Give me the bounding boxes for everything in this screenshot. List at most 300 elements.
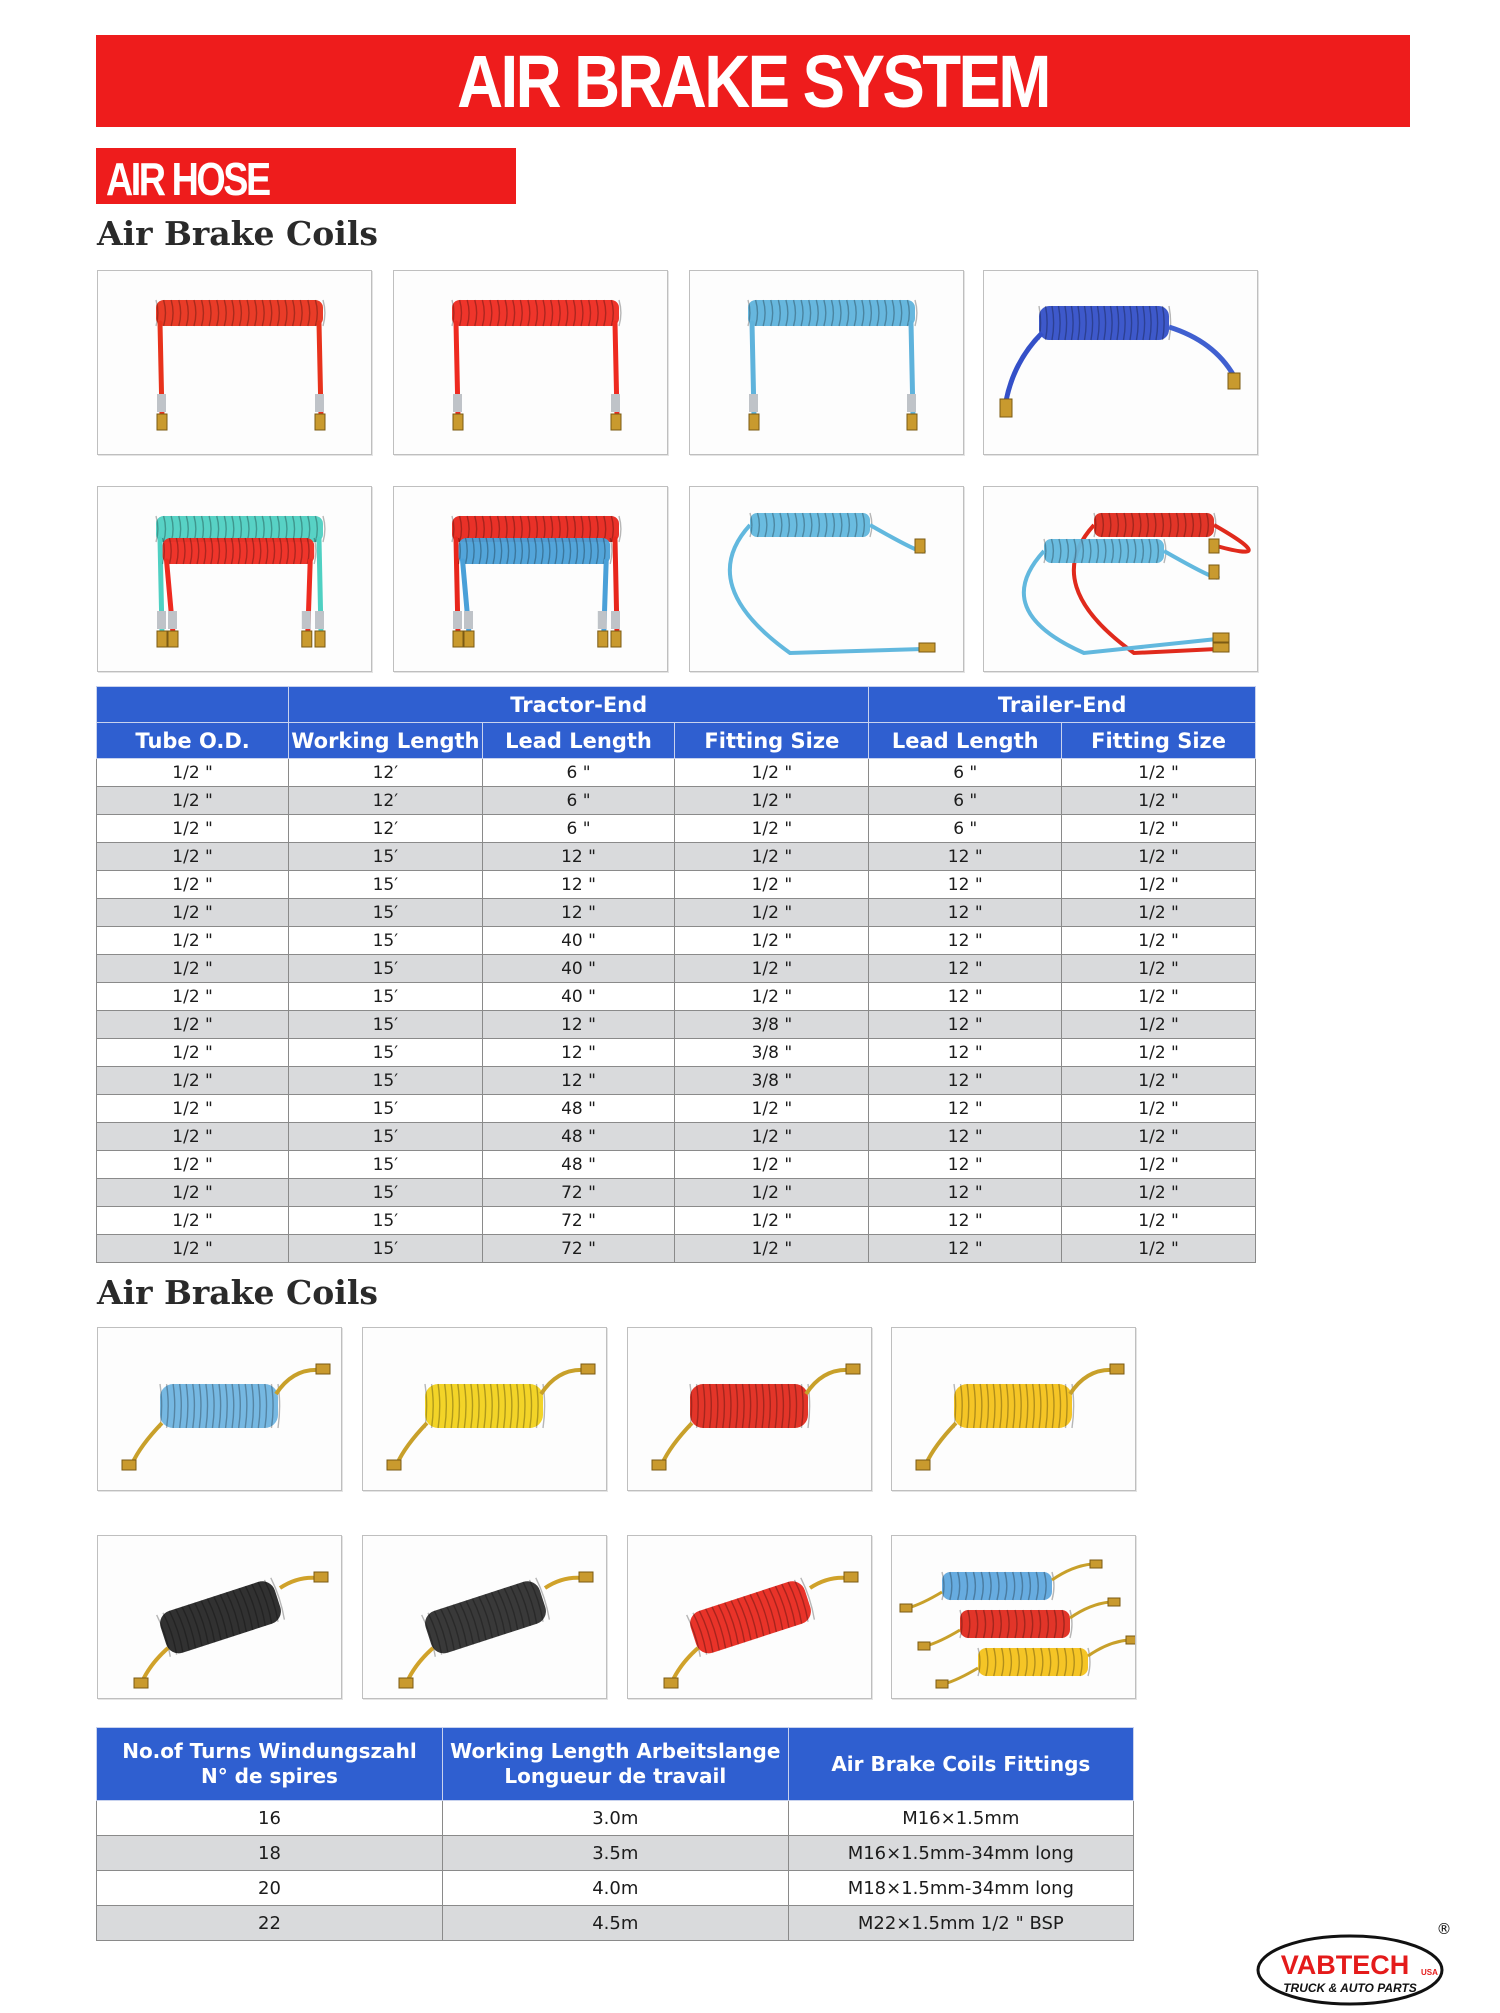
table-cell: 15′ [289,983,482,1011]
product-photo-13 [97,1535,342,1699]
column-header [97,1728,443,1801]
column-header: Fitting Size [675,723,869,759]
brass-fitting [1090,1560,1102,1568]
table-row [97,1801,1134,1836]
table-cell: 3.0m [442,1801,788,1836]
table-cell: 1/2 " [675,871,869,899]
hose-sleeve [453,611,462,629]
hose-lead [810,1578,848,1588]
table-cell: 1/2 " [1062,1095,1256,1123]
hose-sleeve [157,611,166,629]
brass-fitting [122,1460,136,1470]
hose-lead [662,1423,692,1464]
column-header: Lead Length [869,723,1062,759]
table-cell: 1/2 " [675,843,869,871]
coil-turn [610,538,612,564]
table-cell: 15′ [289,1151,482,1179]
column-header: Tube O.D. [97,723,289,759]
product-photo-12 [891,1327,1136,1491]
table-cell: 15′ [289,955,482,983]
table-cell: 12 " [869,1179,1062,1207]
coil-turn [1169,306,1171,340]
table-cell: 12 " [869,955,1062,983]
brass-fitting [1126,1636,1135,1644]
yellow-coil-photo [363,1328,606,1490]
table-cell: 15′ [289,1207,482,1235]
table-cell: 6 " [869,815,1062,843]
table-cell: 12′ [289,815,482,843]
logo-suffix: USA [1421,1968,1438,1977]
hose-lead [1006,333,1042,401]
table-cell: 12 " [869,983,1062,1011]
table-cell: 72 " [482,1207,675,1235]
product-photo-6 [393,486,668,672]
brass-fitting [598,631,608,647]
table-cell: 1/2 " [675,1235,869,1263]
table-cell: 72 " [482,1179,675,1207]
table-cell: 1/2 " [1062,759,1256,787]
product-photo-8 [983,486,1258,672]
table-cell: 1/2 " [97,787,289,815]
table-cell: 15′ [289,1095,482,1123]
product-photo-7 [689,486,964,672]
product-photo-11 [627,1327,872,1491]
hose-lead [908,1592,942,1608]
brass-fitting [652,1460,666,1470]
table-cell: 1/2 " [1062,1179,1256,1207]
coil-group [687,1577,816,1656]
table-cell: 1/2 " [97,1067,289,1095]
hose-lead [1088,1640,1128,1656]
table-cell: 6 " [482,815,675,843]
table-cell: 1/2 " [1062,1011,1256,1039]
table-cell: M16×1.5mm-34mm long [788,1836,1133,1871]
brass-fitting [916,1460,930,1470]
column-header: Lead Length [482,723,675,759]
table-cell: 15′ [289,1067,482,1095]
table-cell: 1/2 " [97,843,289,871]
brass-fitting [168,631,178,647]
table-cell: 1/2 " [675,759,869,787]
coil-turn [323,516,325,542]
brass-fitting [157,414,167,430]
section-title: Air Brake Coils [97,214,378,253]
brass-fitting [314,1572,328,1582]
coil-group [157,1577,286,1656]
group-header-trailer-end: Trailer-End [869,687,1256,723]
table-cell: 12 " [482,1067,675,1095]
table-cell: 1/2 " [675,787,869,815]
table-cell: 40 " [482,927,675,955]
table-cell: 1/2 " [1062,1123,1256,1151]
hose-lead [545,1578,583,1588]
hose-sleeve [749,394,758,412]
red-blue-coil-pair-photo [394,487,667,671]
product-photo-10 [362,1327,607,1491]
table-cell: 15′ [289,927,482,955]
table-cell: 1/2 " [675,899,869,927]
hose-lead [926,1423,956,1464]
table-cell: 12 " [869,871,1062,899]
table-cell: 1/2 " [1062,1067,1256,1095]
brass-fitting [919,643,935,652]
product-photo-4 [983,270,1258,455]
table-cell: 48 " [482,1151,675,1179]
product-photo-15 [627,1535,872,1699]
brass-fitting [1110,1364,1124,1374]
table-cell: 1/2 " [1062,983,1256,1011]
table-cell: 1/2 " [675,1095,869,1123]
coil-body [750,513,870,537]
hose-sleeve [598,611,607,629]
coil-fittings-table [96,1727,1134,1941]
coil-turn [619,300,621,326]
product-photo-1 [97,270,372,455]
table-cell: 15′ [289,843,482,871]
table-cell: 1/2 " [675,983,869,1011]
brass-fitting [1213,643,1229,652]
brass-fitting [1209,565,1219,579]
table-row [97,843,1256,871]
hose-lead [397,1423,427,1464]
blue-coil-photo [690,271,963,454]
registered-mark: ® [1436,1920,1452,1938]
brass-fitting [387,1460,401,1470]
coil-turn [323,300,325,326]
hose-lead [730,525,923,653]
hose-sleeve [315,611,324,629]
table-cell: 12′ [289,787,482,815]
brass-fitting [1213,633,1229,642]
yellow-coil-photo [892,1328,1135,1490]
table-cell: 12 " [869,1207,1062,1235]
table-cell: 48 " [482,1123,675,1151]
category-title: AIR HOSE [106,153,269,205]
table-row [97,899,1256,927]
table-cell: 1/2 " [1062,955,1256,983]
hose-lead [1070,1370,1114,1394]
table-cell: 12 " [869,1011,1062,1039]
coil-body [157,1578,285,1657]
brass-fitting [915,539,925,553]
column-header: Fitting Size [1062,723,1256,759]
column-header-line: Air Brake Coils Fittings [831,1751,1091,1776]
three-coils-photo [892,1536,1135,1698]
table-cell: M16×1.5mm [788,1801,1133,1836]
red-coil-photo [628,1536,871,1698]
brass-fitting [464,631,474,647]
table-cell: 1/2 " [97,1179,289,1207]
tractor-trailer-spec-table [96,686,1256,1263]
brass-fitting [579,1572,593,1582]
hose-lead [407,1648,433,1682]
table-row [97,1179,1256,1207]
table-cell: 72 " [482,1235,675,1263]
table-cell: 1/2 " [675,955,869,983]
brass-fitting [918,1642,930,1650]
table-cell: 12 " [482,843,675,871]
table-cell: 3/8 " [675,1067,869,1095]
hose-sleeve [315,394,324,412]
vabtech-logo [1254,1918,1454,2008]
hose-lead [280,1578,318,1588]
table-cell: 1/2 " [97,1095,289,1123]
table-cell: 1/2 " [675,815,869,843]
red-coil-photo [98,271,371,454]
brass-fitting [453,631,463,647]
table-cell: 1/2 " [97,1151,289,1179]
brass-fitting [399,1678,413,1688]
table-row [97,1123,1256,1151]
table-cell: 12 " [869,1067,1062,1095]
category-banner [96,148,516,204]
table-row [97,787,1256,815]
coil-turn [619,516,621,542]
logo-tagline: TRUCK & AUTO PARTS [1283,1981,1417,1995]
table-cell: 6 " [482,759,675,787]
column-header [788,1728,1133,1801]
table-cell: 1/2 " [1062,927,1256,955]
table-cell: 12′ [289,759,482,787]
brass-fitting [302,631,312,647]
brass-fitting [749,414,759,430]
table-cell: 40 " [482,955,675,983]
brass-fitting [1228,373,1240,389]
product-photo-16 [891,1535,1136,1699]
table-cell: 1/2 " [97,1207,289,1235]
table-cell: 1/2 " [675,1207,869,1235]
table-cell: 1/2 " [1062,1235,1256,1263]
product-photo-14 [362,1535,607,1699]
product-photo-3 [689,270,964,455]
table-cell: 1/2 " [675,1123,869,1151]
hose-sleeve [157,394,166,412]
table-cell: 1/2 " [1062,899,1256,927]
hose-lead [672,1648,698,1682]
black-coil-photo [363,1536,606,1698]
coil-body [1044,539,1164,563]
table-cell: 3/8 " [675,1011,869,1039]
table-cell: 15′ [289,1039,482,1067]
table-cell: 48 " [482,1095,675,1123]
brass-fitting [846,1364,860,1374]
hose-sleeve [907,394,916,412]
table-cell: 1/2 " [97,759,289,787]
table-header-blank [97,687,289,723]
table-cell: M22×1.5mm 1/2 " BSP [788,1906,1133,1941]
table-cell: 12 " [482,1011,675,1039]
hose-lead [944,1668,978,1684]
column-header-line: No.of Turns Windungszahl [122,1739,417,1763]
table-cell: 15′ [289,1011,482,1039]
hose-sleeve [611,394,620,412]
table-row [97,1151,1256,1179]
group-header-tractor-end: Tractor-End [289,687,869,723]
product-photo-2 [393,270,668,455]
table-row [97,1871,1134,1906]
hose-lead [806,1370,850,1394]
table-row [97,1067,1256,1095]
table-cell: 6 " [482,787,675,815]
column-header-line: N° de spires [200,1764,338,1788]
hose-lead [926,1630,960,1646]
table-row [97,1235,1256,1263]
table-cell: 1/2 " [1062,1207,1256,1235]
brass-fitting [844,1572,858,1582]
table-cell: 1/2 " [97,1123,289,1151]
section-title: Air Brake Coils [97,1273,378,1312]
red-coil-photo [628,1328,871,1490]
hose-lead [142,1648,168,1682]
table-cell: 15′ [289,1123,482,1151]
table-cell: 1/2 " [675,1179,869,1207]
coil-turn [915,300,917,326]
hose-sleeve [464,611,473,629]
black-coil-photo [98,1536,341,1698]
column-header: Working Length [289,723,482,759]
product-photo-5 [97,486,372,672]
page-title: AIR BRAKE SYSTEM [457,39,1049,123]
table-row [97,1039,1256,1067]
coil-group [422,1577,551,1656]
table-cell: 6 " [869,759,1062,787]
brass-fitting [1209,539,1219,553]
brass-fitting [611,414,621,430]
table-cell: 12 " [869,899,1062,927]
coil-body [1039,306,1169,340]
hose-sleeve [453,394,462,412]
table-row [97,815,1256,843]
table-row [97,1011,1256,1039]
table-cell: 1/2 " [1062,1151,1256,1179]
table-cell: 15′ [289,1235,482,1263]
table-cell: 12 " [869,1235,1062,1263]
table-cell: 1/2 " [97,1235,289,1263]
hose-sleeve [611,611,620,629]
brass-fitting [664,1678,678,1688]
brass-fitting [315,414,325,430]
hose-lead [1052,1564,1092,1580]
coil-body [687,1578,815,1657]
hose-lead [1070,1602,1110,1618]
table-cell: 1/2 " [1062,1039,1256,1067]
table-cell: 1/2 " [97,871,289,899]
table-row [97,927,1256,955]
blue-coil-photo [984,271,1257,454]
hose-lead [1169,327,1234,376]
coil-turn [1088,1648,1090,1676]
table-cell: 12 " [482,1039,675,1067]
product-photo-9 [97,1327,342,1491]
hose-sleeve [168,611,177,629]
table-cell: 1/2 " [1062,787,1256,815]
red-coil-photo [394,271,667,454]
hose-sleeve [302,611,311,629]
table-cell: 15′ [289,1179,482,1207]
table-cell: 4.5m [442,1906,788,1941]
table-cell: 12 " [869,1151,1062,1179]
table-cell: 12 " [482,871,675,899]
brass-fitting [316,1364,330,1374]
table-cell: 1/2 " [675,1151,869,1179]
red-blue-coil-pair-photo [984,487,1257,671]
table-row [97,1207,1256,1235]
table-cell: 12 " [482,899,675,927]
coil-turn [1052,1572,1054,1600]
table-cell: 1/2 " [1062,815,1256,843]
column-header-line: Working Length Arbeitslange [450,1739,781,1763]
coil-body [1094,513,1214,537]
table-row [97,871,1256,899]
table-cell: 1/2 " [97,927,289,955]
table-cell: 12 " [869,927,1062,955]
table-cell: 1/2 " [97,1011,289,1039]
table-cell: 1/2 " [97,955,289,983]
brass-fitting [907,414,917,430]
brass-fitting [581,1364,595,1374]
table-cell: 1/2 " [97,815,289,843]
table-cell: 22 [97,1906,443,1941]
table-cell: 20 [97,1871,443,1906]
blue-coil-photo [690,487,963,671]
table-cell: 4.0m [442,1871,788,1906]
table-cell: 12 " [869,1039,1062,1067]
column-header [442,1728,788,1801]
hose-lead [132,1423,162,1464]
table-cell: 3.5m [442,1836,788,1871]
table-row [97,955,1256,983]
brass-fitting [611,631,621,647]
table-cell: 6 " [869,787,1062,815]
table-cell: 15′ [289,899,482,927]
table-cell: 15′ [289,871,482,899]
table-cell: 1/2 " [97,899,289,927]
table-cell: 3/8 " [675,1039,869,1067]
brass-fitting [134,1678,148,1688]
coil-body [422,1578,550,1657]
table-cell: 12 " [869,843,1062,871]
table-row [97,983,1256,1011]
brass-fitting [315,631,325,647]
table-row [97,1836,1134,1871]
hose-lead [276,1370,320,1394]
brass-fitting [1000,399,1012,417]
logo-brand: VABTECH [1280,1950,1410,1980]
hose-lead [541,1370,585,1394]
table-cell: 1/2 " [1062,843,1256,871]
blue-coil-photo [98,1328,341,1490]
brass-fitting [1108,1598,1120,1606]
table-cell: 16 [97,1801,443,1836]
table-cell: 18 [97,1836,443,1871]
brass-fitting [900,1604,912,1612]
table-cell: 12 " [869,1095,1062,1123]
table-row [97,1095,1256,1123]
table-cell: 1/2 " [97,983,289,1011]
table-cell: 40 " [482,983,675,1011]
column-header-line: Longueur de travail [504,1764,727,1788]
coil-turn [314,538,316,564]
brass-fitting [157,631,167,647]
brass-fitting [453,414,463,430]
table-cell: 1/2 " [675,927,869,955]
page-banner [96,35,1410,127]
brass-fitting [936,1680,948,1688]
table-cell: 12 " [869,1123,1062,1151]
table-cell: 1/2 " [1062,871,1256,899]
table-row [97,1906,1134,1941]
green-red-coil-pair-photo [98,487,371,671]
